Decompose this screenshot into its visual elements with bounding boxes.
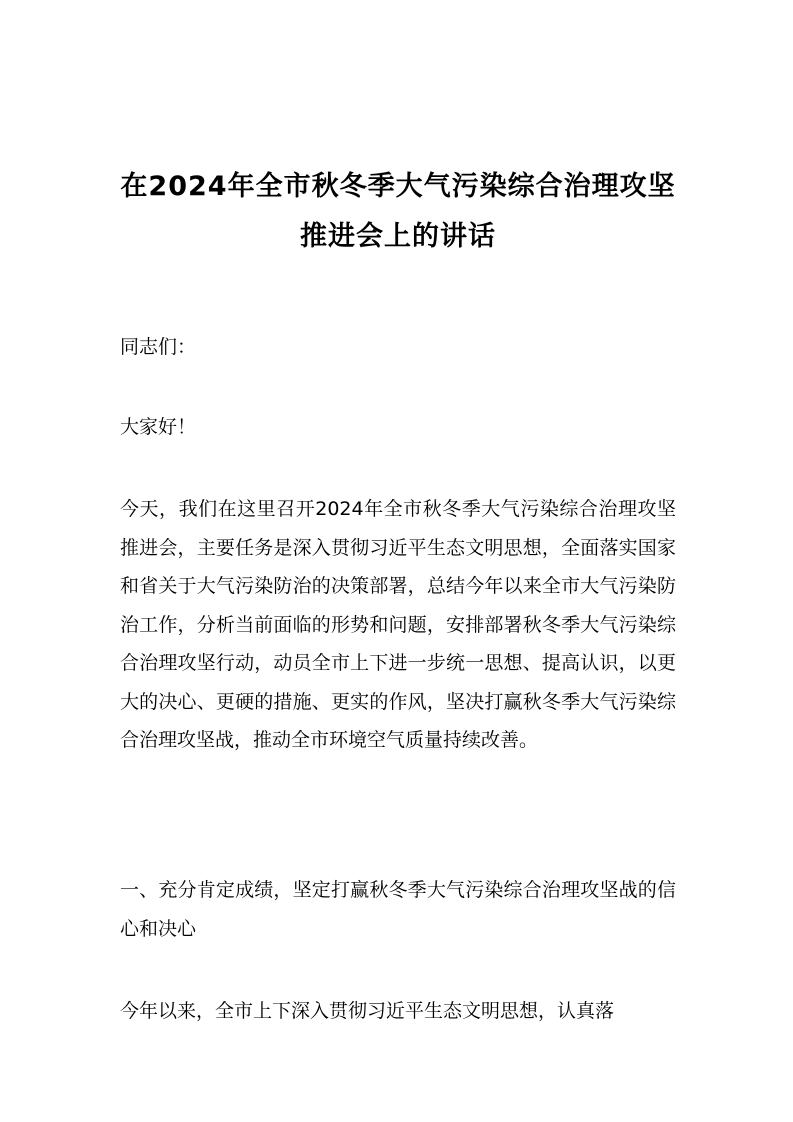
section-body-paragraph: 今年以来，全市上下深入贯彻习近平生态文明思想，认真落 bbox=[120, 1000, 615, 1022]
greeting-text: 同志们： bbox=[120, 336, 197, 358]
document-title: 在2024年全市秋冬季大气污染综合治理攻坚推进会上的讲话 bbox=[120, 171, 676, 252]
salutation-text: 大家好！ bbox=[120, 416, 197, 438]
intro-paragraph: 今天，我们在这里召开2024年全市秋冬季大气污染综合治理攻坚推进会，主要任务是深入贯彻习近平生态文明思想，全面落实国家和省关于大气污染防治的决策部署，总结今年以来全市大气污染防治工作，分析当前面临的形势和问题，安排部署秋冬季大气污染综合治理攻坚行动，动员全市上下进一步统一思想、提高认识，以更大的决心、更硬的措施、更实的作风，坚决打赢秋冬季大气污染综合治理攻坚战，推动全市环境空气质量持续改善。 bbox=[120, 498, 676, 751]
section-heading: 一、充分肯定成绩，坚定打赢秋冬季大气污染综合治理攻坚战的信心和决心 bbox=[120, 879, 676, 940]
